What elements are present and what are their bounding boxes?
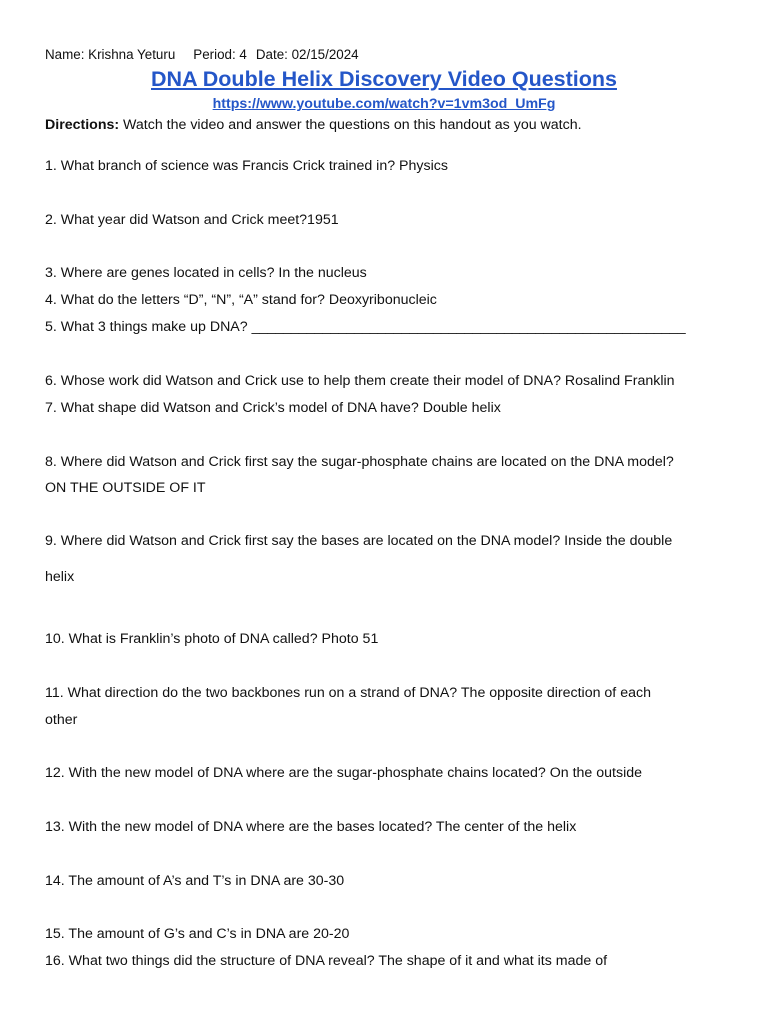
question-5: 5. What 3 things make up DNA? _______________________________________________________ — [45, 319, 686, 335]
question-2: 2. What year did Watson and Crick meet?1951 — [45, 212, 339, 228]
directions-text: Watch the video and answer the questions on this handout as you watch. — [119, 117, 582, 133]
worksheet-date: Date: 02/15/2024 — [255, 47, 359, 62]
class-period: Period: 4 — [193, 47, 247, 62]
video-link[interactable]: https://www.youtube.com/watch?v=1vm3od_UmFg — [212, 96, 556, 112]
question-13: 13. With the new model of DNA where are the bases located? The center of the helix — [45, 819, 577, 835]
student-name: Name: Krishna Yeturu — [45, 47, 176, 62]
worksheet-title: DNA Double Helix Discovery Video Questions — [151, 67, 617, 91]
question-4: 4. What do the letters “D”, “N”, “A” stand for? Deoxyribonucleic — [45, 292, 437, 308]
question-1: 1. What branch of science was Francis Crick trained in? Physics — [45, 158, 448, 174]
question-9: 9. Where did Watson and Crick first say the bases are located on the DNA model? Inside the double — [45, 533, 673, 549]
student-info-line — [45, 46, 359, 63]
question-15: 15. The amount of G’s and C’s in DNA are 20-20 — [45, 926, 350, 942]
question-10: 10. What is Franklin’s photo of DNA called? Photo 51 — [45, 631, 379, 647]
question-14: 14. The amount of A’s and T’s in DNA are 30-30 — [45, 873, 345, 889]
question-3: 3. Where are genes located in cells? In the nucleus — [45, 265, 367, 281]
directions-label: Directions: — [45, 117, 120, 133]
question-8-answer: ON THE OUTSIDE OF IT — [45, 480, 206, 496]
question-7: 7. What shape did Watson and Crick’s model of DNA have? Double helix — [45, 400, 501, 416]
question-11: 11. What direction do the two backbones run on a strand of DNA? The opposite direction of each — [45, 685, 651, 701]
question-16: 16. What two things did the structure of DNA reveal? The shape of it and what its made of — [45, 953, 608, 969]
question-9-continued: helix — [45, 569, 75, 585]
question-8: 8. Where did Watson and Crick first say the sugar-phosphate chains are located on the DNA model? — [45, 454, 674, 470]
directions-line — [45, 117, 582, 134]
question-12: 12. With the new model of DNA where are the sugar-phosphate chains located? On the outside — [45, 765, 643, 781]
question-11-continued: other — [45, 712, 78, 728]
question-6: 6. Whose work did Watson and Crick use to help them create their model of DNA? Rosalind Franklin — [45, 373, 675, 389]
